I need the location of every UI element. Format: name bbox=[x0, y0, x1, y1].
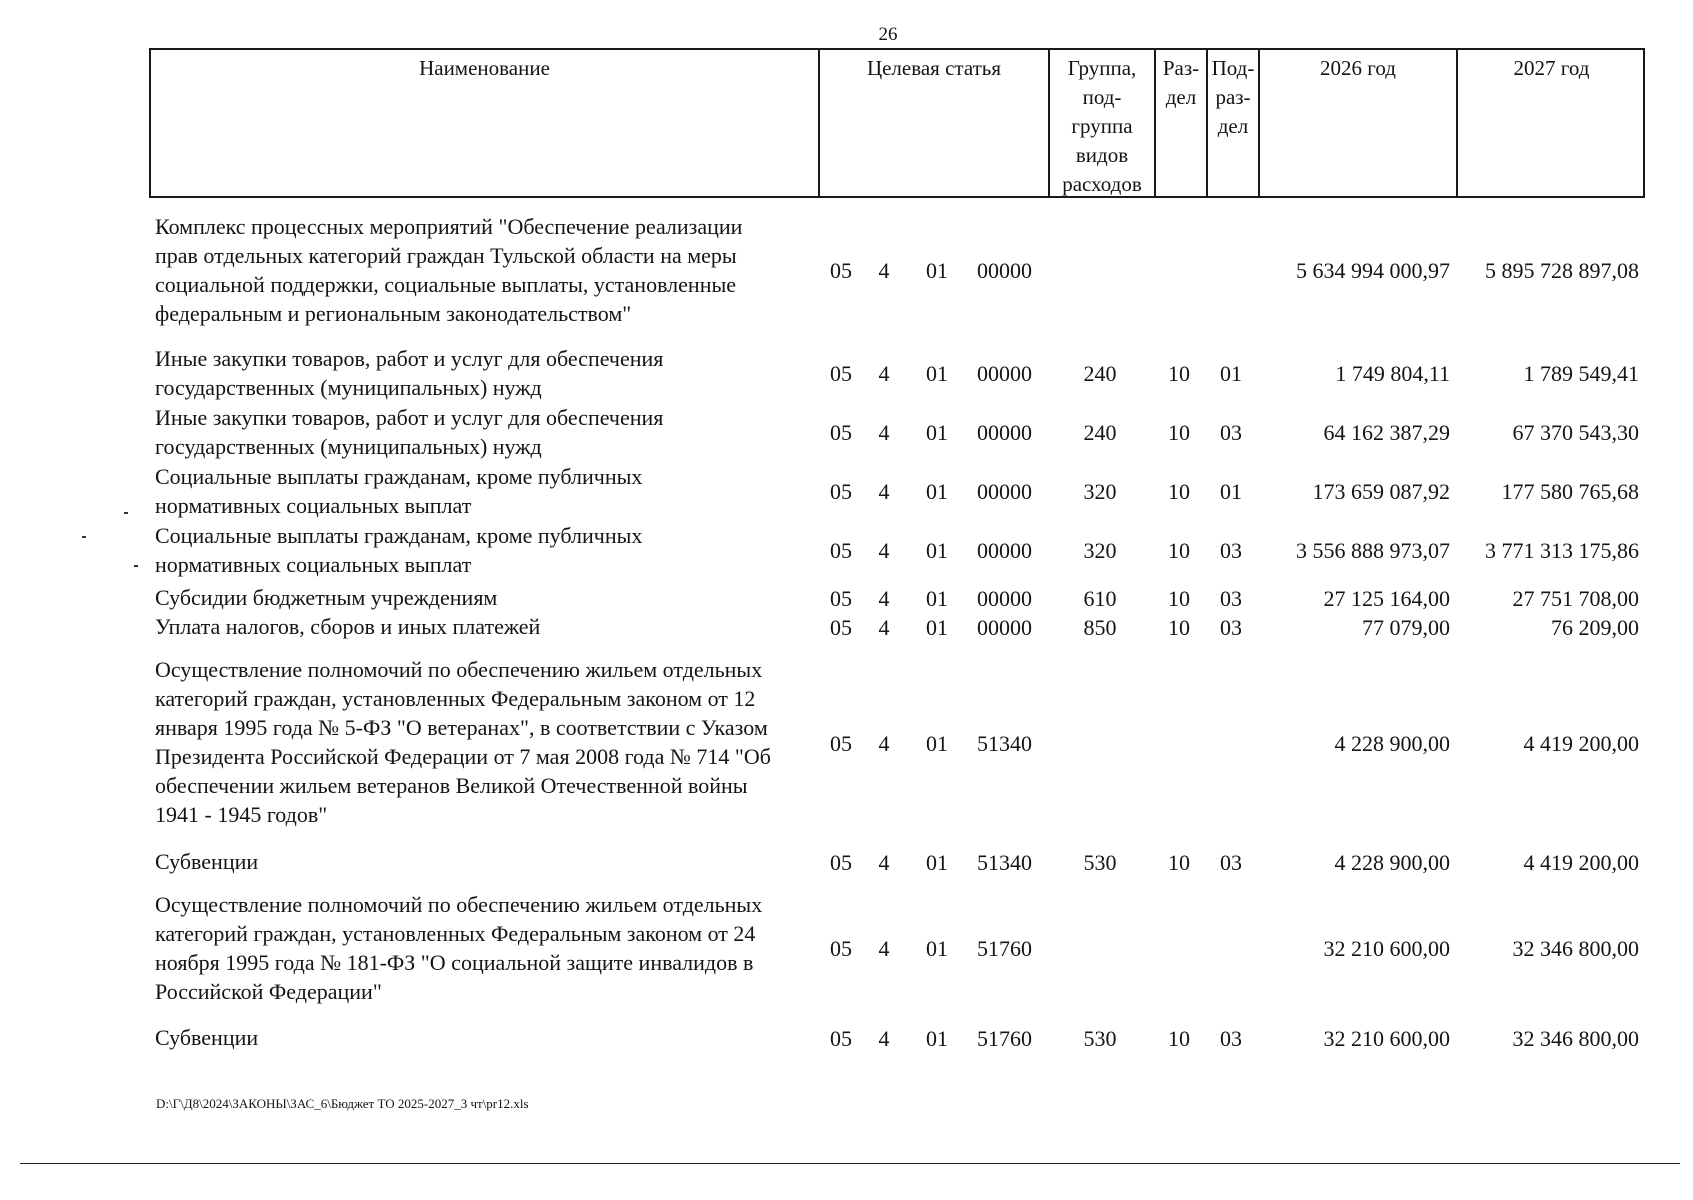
target-direction-code: 00000 bbox=[977, 615, 1032, 640]
amount-2026-cell: 1 749 804,11 bbox=[1335, 361, 1450, 386]
target-complex-code: 01 bbox=[926, 420, 948, 445]
target-subprogram-code: 4 bbox=[878, 615, 890, 640]
target-program-code: 05 bbox=[830, 936, 852, 961]
header-group: Группа, под- группа видов расходов bbox=[1062, 56, 1142, 196]
target-subprogram-code: 4 bbox=[878, 361, 890, 386]
amount-2026-cell: 5 634 994 000,97 bbox=[1296, 258, 1450, 283]
subsection-cell: 03 bbox=[1220, 538, 1242, 563]
amount-2026-cell: 64 162 387,29 bbox=[1323, 420, 1450, 445]
subsection-cell: 01 bbox=[1220, 361, 1242, 386]
row-name: Субвенции bbox=[155, 1025, 259, 1050]
target-complex-code: 01 bbox=[926, 936, 948, 961]
row-name: Иные закупки товаров, работ и услуг для обеспечения государственных (муниципальных) нужд bbox=[155, 405, 664, 459]
amount-2026-cell: 77 079,00 bbox=[1362, 615, 1450, 640]
target-direction-code: 00000 bbox=[977, 538, 1032, 563]
amount-2026-cell: 27 125 164,00 bbox=[1323, 586, 1450, 611]
target-subprogram-code: 4 bbox=[878, 479, 890, 504]
expense-group-cell: 240 bbox=[1083, 420, 1117, 445]
target-direction-code: 51760 bbox=[977, 1026, 1032, 1051]
amount-2027-cell: 177 580 765,68 bbox=[1501, 479, 1639, 504]
amount-2026-cell: 32 210 600,00 bbox=[1323, 1026, 1450, 1051]
expense-group-cell: 850 bbox=[1083, 615, 1117, 640]
target-complex-code: 01 bbox=[926, 538, 948, 563]
bottom-rule bbox=[20, 1163, 1680, 1164]
amount-2026-cell: 173 659 087,92 bbox=[1312, 479, 1450, 504]
amount-2027-cell: 32 346 800,00 bbox=[1512, 936, 1639, 961]
scan-speck bbox=[82, 536, 86, 538]
target-direction-code: 00000 bbox=[977, 258, 1032, 283]
target-complex-code: 01 bbox=[926, 850, 948, 875]
target-complex-code: 01 bbox=[926, 258, 948, 283]
amount-2027-cell: 4 419 200,00 bbox=[1523, 850, 1639, 875]
subsection-cell: 03 bbox=[1220, 850, 1242, 875]
subsection-cell: 01 bbox=[1220, 479, 1242, 504]
header-subsection: Под- раз- дел bbox=[1211, 56, 1255, 138]
table-header bbox=[149, 48, 1645, 198]
target-program-code: 05 bbox=[830, 586, 852, 611]
amount-2027-cell: 67 370 543,30 bbox=[1512, 420, 1639, 445]
target-direction-code: 00000 bbox=[977, 479, 1032, 504]
target-direction-code: 51760 bbox=[977, 936, 1032, 961]
target-program-code: 05 bbox=[830, 731, 852, 756]
target-subprogram-code: 4 bbox=[878, 258, 890, 283]
amount-2027-cell: 5 895 728 897,08 bbox=[1485, 258, 1639, 283]
table-row bbox=[149, 403, 1645, 461]
section-cell: 10 bbox=[1168, 615, 1190, 640]
target-direction-code: 00000 bbox=[977, 420, 1032, 445]
header-year-2027: 2027 год bbox=[1513, 56, 1590, 80]
target-program-code: 05 bbox=[830, 258, 852, 283]
target-direction-code: 00000 bbox=[977, 361, 1032, 386]
table-row bbox=[149, 890, 1645, 1006]
section-cell: 10 bbox=[1168, 361, 1190, 386]
header-target-article: Целевая статья bbox=[866, 56, 1002, 80]
target-subprogram-code: 4 bbox=[878, 936, 890, 961]
expense-group-cell: 530 bbox=[1083, 850, 1117, 875]
row-name: Социальные выплаты гражданам, кроме публичных нормативных социальных выплат bbox=[155, 523, 643, 577]
table-row bbox=[149, 1023, 1645, 1052]
amount-2027-cell: 27 751 708,00 bbox=[1512, 586, 1639, 611]
row-name: Осуществление полномочий по обеспечению жильем отдельных категорий граждан, установленных Федеральным законом от 12 января 1995 года № 5-ФЗ "О ветеранах", в соответствии с Указом Президента Российской Федерации от 7 мая 2008 года № 714 "Об обеспечении жильем ветеранов Великой Отечественной войны 1941 - 1945 годов" bbox=[155, 657, 771, 827]
target-program-code: 05 bbox=[830, 420, 852, 445]
target-direction-code: 00000 bbox=[977, 586, 1032, 611]
section-cell: 10 bbox=[1168, 586, 1190, 611]
amount-2026-cell: 3 556 888 973,07 bbox=[1296, 538, 1450, 563]
target-subprogram-code: 4 bbox=[878, 538, 890, 563]
target-direction-code: 51340 bbox=[977, 731, 1032, 756]
row-name: Субвенции bbox=[155, 849, 259, 874]
target-subprogram-code: 4 bbox=[878, 1026, 890, 1051]
subsection-cell: 03 bbox=[1220, 1026, 1242, 1051]
table-row bbox=[149, 655, 1645, 830]
table-row bbox=[149, 212, 1645, 328]
section-cell: 10 bbox=[1168, 538, 1190, 563]
amount-2027-cell: 1 789 549,41 bbox=[1523, 361, 1639, 386]
amount-2027-cell: 76 209,00 bbox=[1551, 615, 1639, 640]
target-complex-code: 01 bbox=[926, 731, 948, 756]
expense-group-cell: 320 bbox=[1083, 538, 1117, 563]
target-program-code: 05 bbox=[830, 850, 852, 875]
row-name: Комплекс процессных мероприятий "Обеспечение реализации прав отдельных категорий граждан Тульской области на меры социальной поддержки, социальные выплаты, установленные федеральным и региональным законодательством" bbox=[155, 214, 743, 326]
row-name: Уплата налогов, сборов и иных платежей bbox=[155, 614, 541, 639]
target-subprogram-code: 4 bbox=[878, 586, 890, 611]
amount-2027-cell: 32 346 800,00 bbox=[1512, 1026, 1639, 1051]
row-name: Иные закупки товаров, работ и услуг для обеспечения государственных (муниципальных) нужд bbox=[155, 346, 664, 400]
table-row bbox=[149, 612, 1645, 641]
header-name: Наименование bbox=[419, 56, 550, 80]
target-program-code: 05 bbox=[830, 361, 852, 386]
subsection-cell: 03 bbox=[1220, 615, 1242, 640]
target-complex-code: 01 bbox=[926, 361, 948, 386]
amount-2027-cell: 3 771 313 175,86 bbox=[1485, 538, 1639, 563]
target-subprogram-code: 4 bbox=[878, 420, 890, 445]
table-row bbox=[149, 462, 1645, 520]
target-complex-code: 01 bbox=[926, 586, 948, 611]
expense-group-cell: 610 bbox=[1083, 586, 1117, 611]
target-program-code: 05 bbox=[830, 479, 852, 504]
section-cell: 10 bbox=[1168, 479, 1190, 504]
expense-group-cell: 240 bbox=[1083, 361, 1117, 386]
table-row bbox=[149, 521, 1645, 579]
footer-file-path: D:\Г\Д8\2024\ЗАКОНЫ\ЗАС_6\Бюджет ТО 2025-2027_3 чт\pr12.xls bbox=[156, 1096, 529, 1111]
amount-2027-cell: 4 419 200,00 bbox=[1523, 731, 1639, 756]
target-complex-code: 01 bbox=[926, 479, 948, 504]
target-program-code: 05 bbox=[830, 538, 852, 563]
target-complex-code: 01 bbox=[926, 1026, 948, 1051]
target-subprogram-code: 4 bbox=[878, 850, 890, 875]
row-name: Социальные выплаты гражданам, кроме публичных нормативных социальных выплат bbox=[155, 464, 643, 518]
header-year-2026: 2026 год bbox=[1320, 56, 1396, 80]
scan-speck bbox=[134, 565, 138, 567]
target-program-code: 05 bbox=[830, 1026, 852, 1051]
section-cell: 10 bbox=[1168, 850, 1190, 875]
target-complex-code: 01 bbox=[926, 615, 948, 640]
scan-speck bbox=[124, 512, 128, 514]
header-section: Раз- дел bbox=[1162, 56, 1200, 109]
expense-group-cell: 320 bbox=[1083, 479, 1117, 504]
section-cell: 10 bbox=[1168, 420, 1190, 445]
target-subprogram-code: 4 bbox=[878, 731, 890, 756]
amount-2026-cell: 4 228 900,00 bbox=[1334, 731, 1450, 756]
amount-2026-cell: 32 210 600,00 bbox=[1323, 936, 1450, 961]
table-row bbox=[149, 847, 1645, 876]
amount-2026-cell: 4 228 900,00 bbox=[1334, 850, 1450, 875]
row-name: Осуществление полномочий по обеспечению жильем отдельных категорий граждан, установленных Федеральным законом от 24 ноября 1995 года № 181-ФЗ "О социальной защите инвалидов в Российской Федерации" bbox=[155, 892, 763, 1004]
table-row bbox=[149, 344, 1645, 402]
table-row bbox=[149, 583, 1645, 612]
section-cell: 10 bbox=[1168, 1026, 1190, 1051]
target-program-code: 05 bbox=[830, 615, 852, 640]
row-name: Субсидии бюджетным учреждениям bbox=[155, 585, 498, 610]
target-direction-code: 51340 bbox=[977, 850, 1032, 875]
expense-group-cell: 530 bbox=[1083, 1026, 1117, 1051]
subsection-cell: 03 bbox=[1220, 420, 1242, 445]
subsection-cell: 03 bbox=[1220, 586, 1242, 611]
